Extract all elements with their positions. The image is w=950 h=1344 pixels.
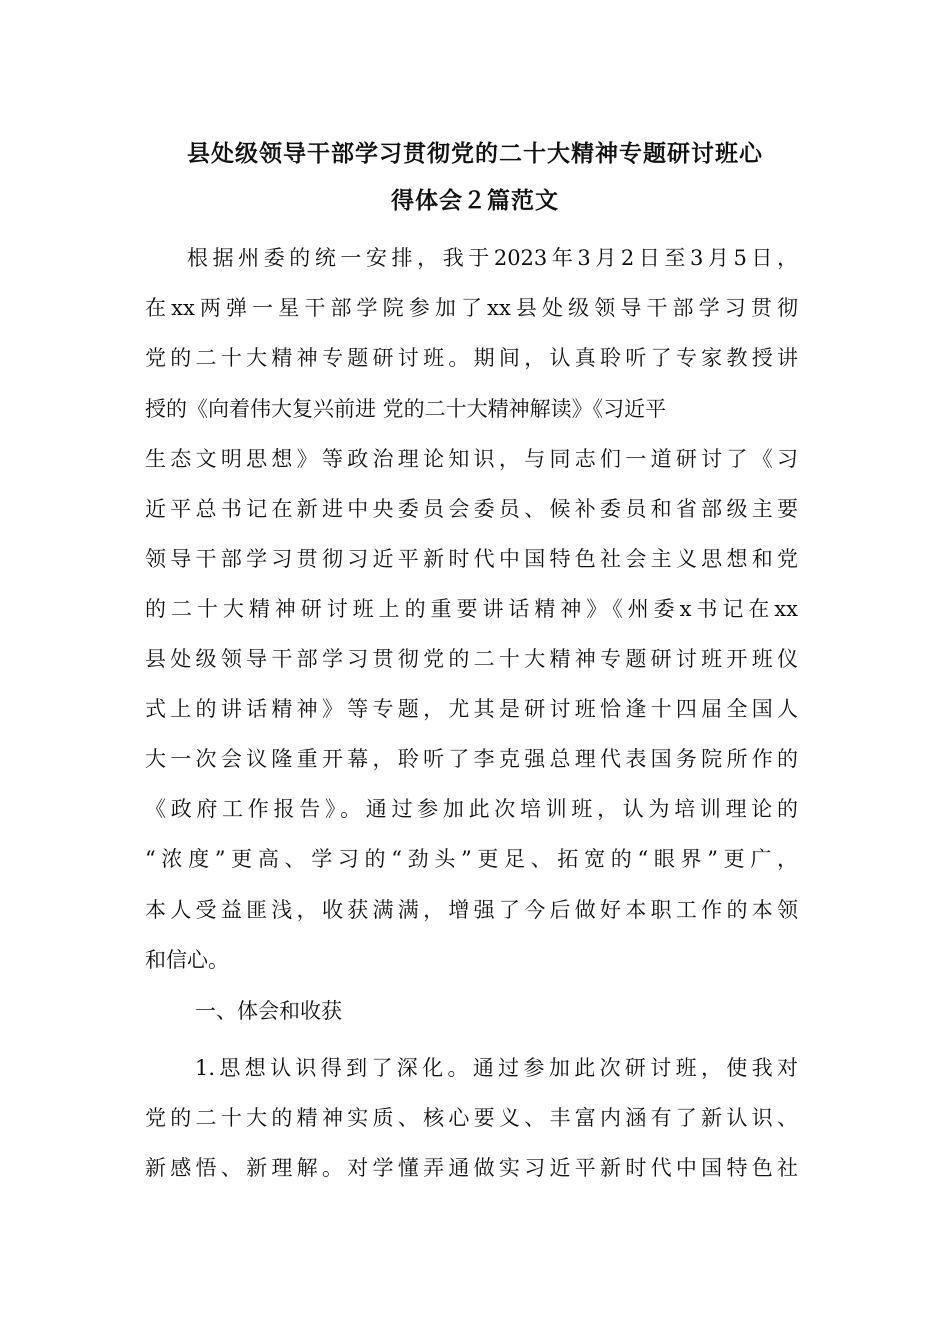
body-line: “浓度”更高、学习的“劲头”更足、拓宽的“眼界”更广， bbox=[145, 847, 798, 871]
body-line: 领导干部学习贯彻习近平新时代中国特色社会主义思想和党 bbox=[145, 547, 798, 571]
body-line: 式上的讲话精神》等专题，尤其是研讨班恰逢十四届全国人 bbox=[145, 697, 798, 721]
body-line: 县处级领导干部学习贯彻党的二十大精神专题研讨班开班仪 bbox=[145, 647, 798, 671]
body-line: 近平总书记在新进中央委员会委员、候补委员和省部级主要 bbox=[145, 497, 798, 521]
body-line: 新感悟、新理解。对学懂弄通做实习近平新时代中国特色社 bbox=[145, 1156, 798, 1180]
body-line: 党的二十大精神专题研讨班。期间，认真聆听了专家教授讲 bbox=[145, 346, 798, 370]
body-line: 大一次会议隆重开幕，聆听了李克强总理代表国务院所作的 bbox=[145, 747, 798, 771]
body-line: 本人受益匪浅，收获满满，增强了今后做好本职工作的本领 bbox=[145, 898, 798, 922]
body-line: 的二十大精神研讨班上的重要讲话精神》《州委x书记在xx bbox=[145, 597, 798, 621]
body-line: 《政府工作报告》。通过参加此次培训班，认为培训理论的 bbox=[145, 797, 798, 821]
body-line: 1.思想认识得到了深化。通过参加此次研讨班，使我对 bbox=[195, 1056, 798, 1080]
body-line: 根据州委的统一安排，我于2023年3月2日至3月5日， bbox=[187, 246, 798, 270]
section-heading: 一、体会和收获 bbox=[195, 999, 342, 1023]
body-line: 党的二十大的精神实质、核心要义、丰富内涵有了新认识、 bbox=[145, 1106, 798, 1130]
body-line: 在xx两弹一星干部学院参加了xx县处级领导干部学习贯彻 bbox=[145, 296, 798, 320]
document-title-line-1: 县处级领导干部学习贯彻党的二十大精神专题研讨班心 bbox=[187, 141, 763, 167]
document-title-line-2: 得体会２篇范文 bbox=[391, 188, 559, 214]
body-line: 授的《向着伟大复兴前进 党的二十大精神解读》《习近平 bbox=[145, 397, 667, 421]
body-line: 生态文明思想》等政治理论知识，与同志们一道研讨了《习 bbox=[145, 447, 798, 471]
body-line: 和信心。 bbox=[145, 948, 229, 972]
